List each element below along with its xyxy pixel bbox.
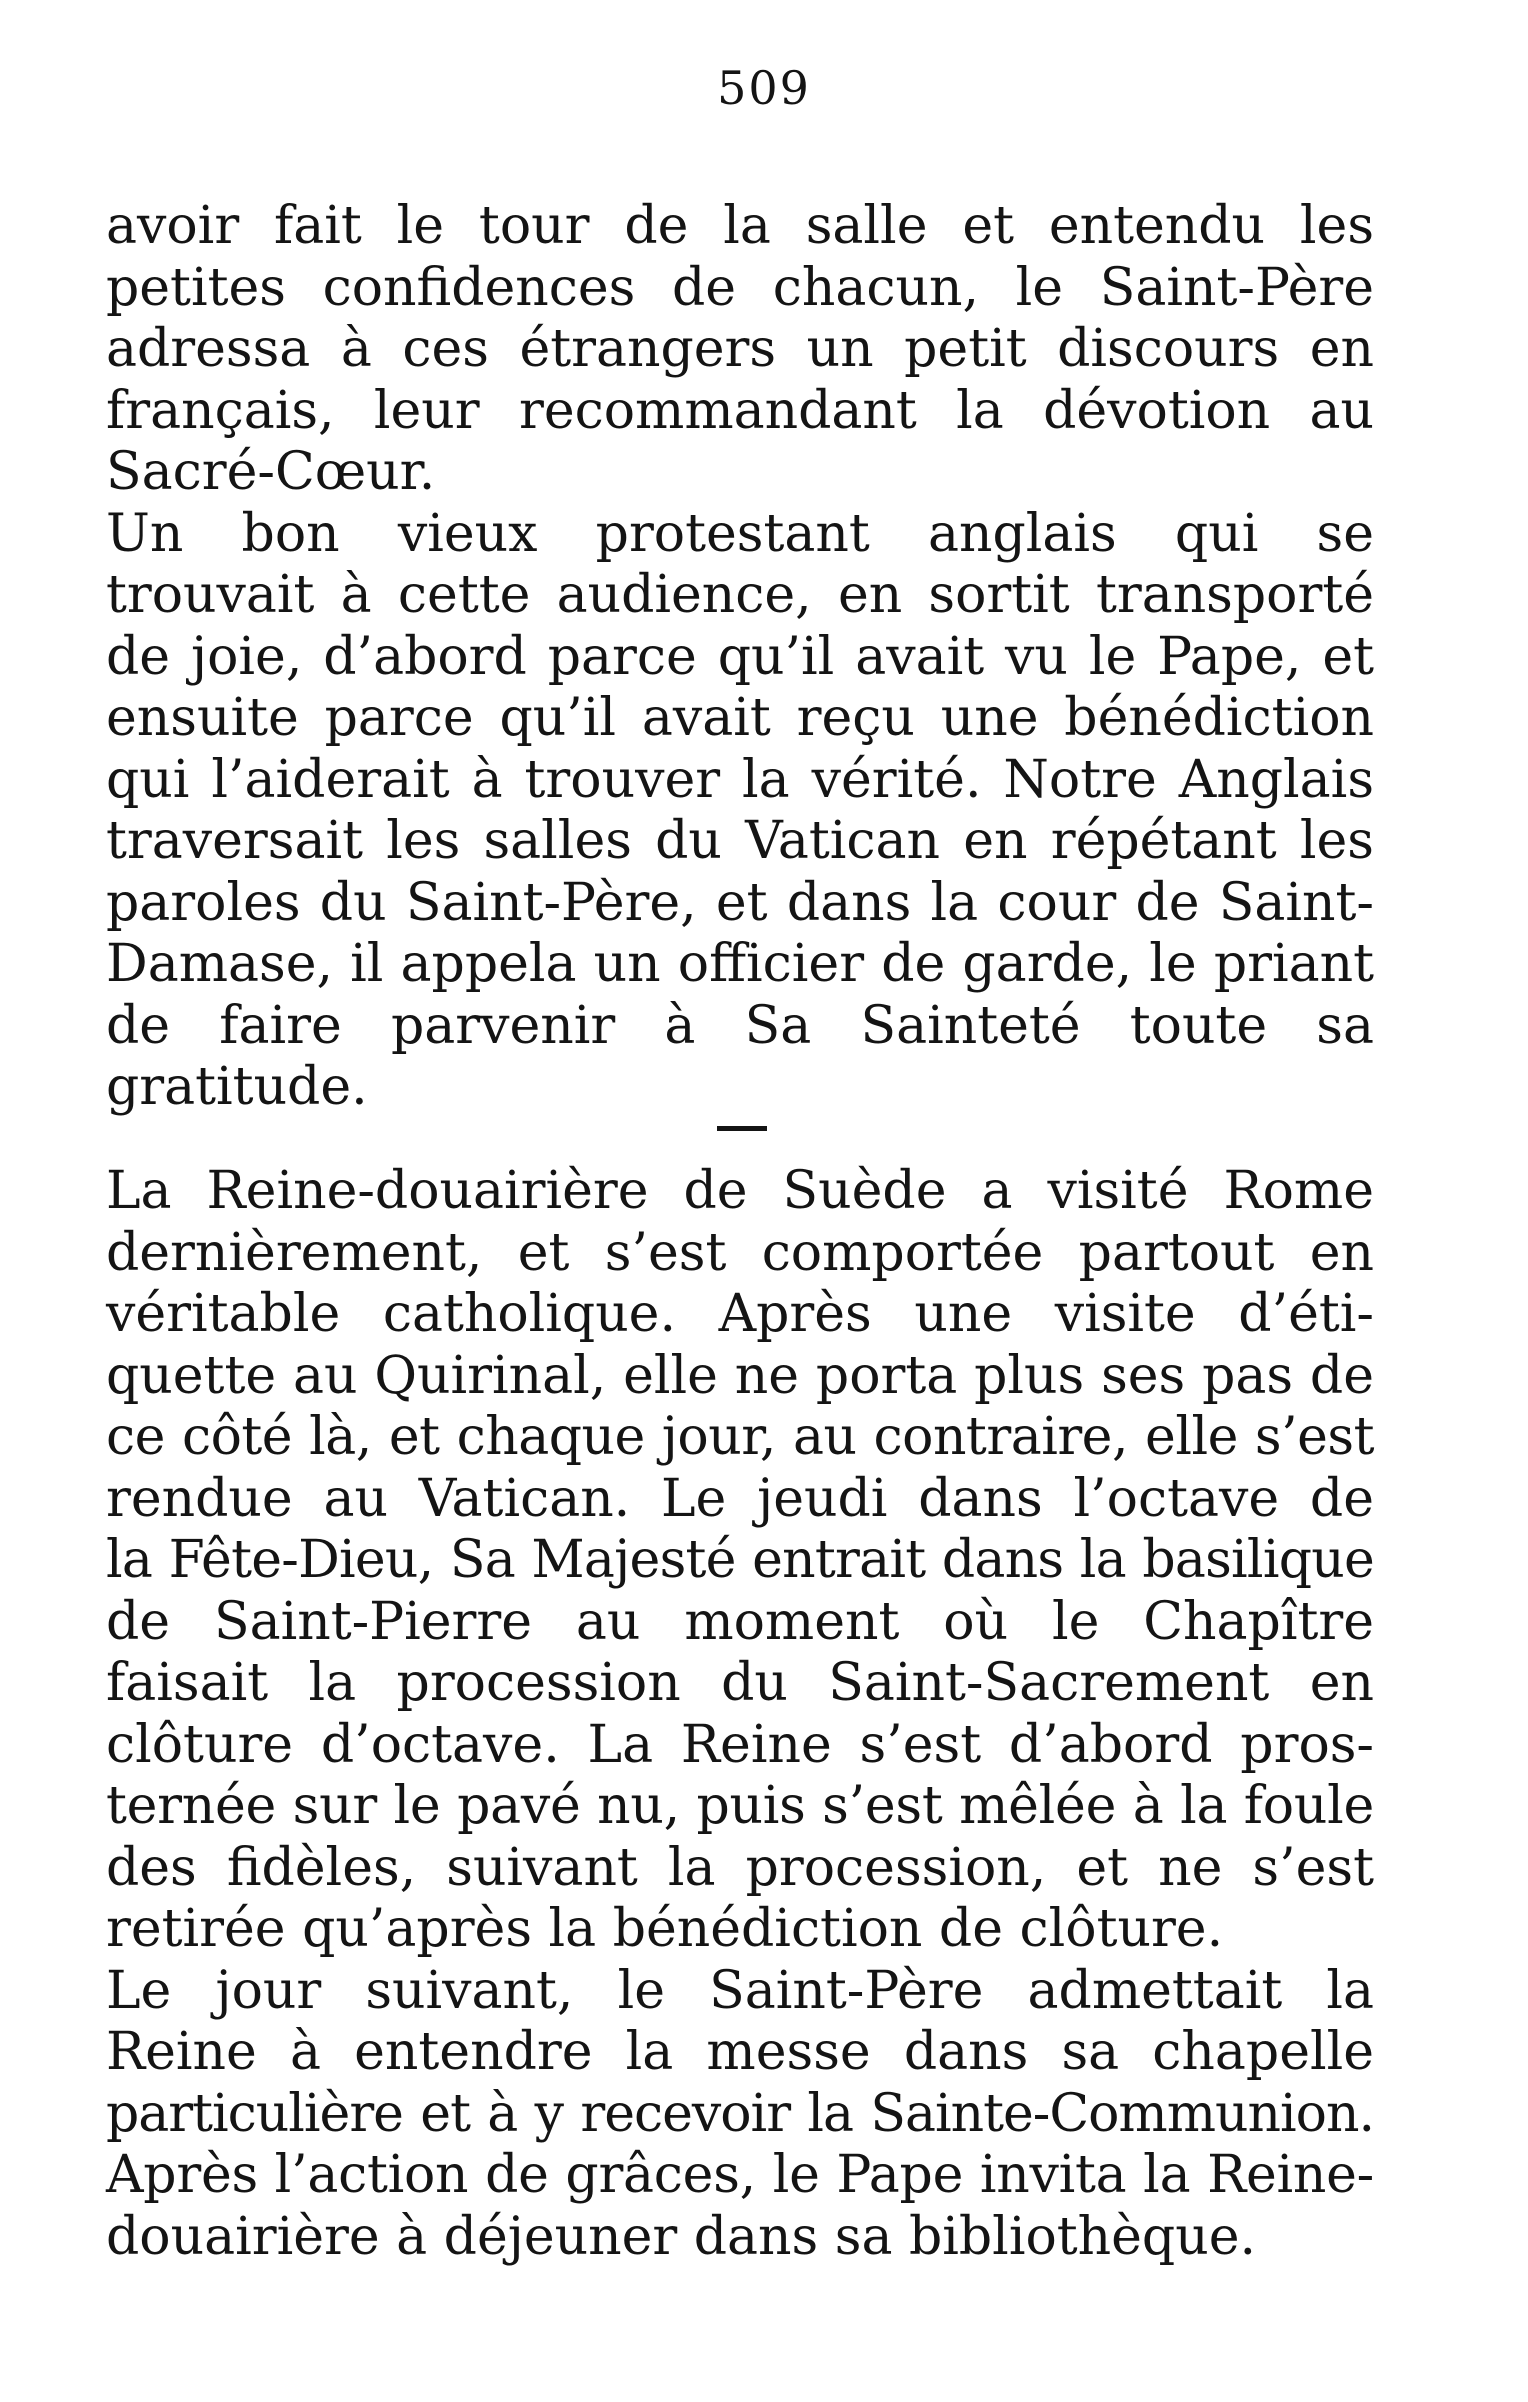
text-line: retirée qu’après la bénédiction de clôture. [106, 1899, 1224, 1959]
text-block-bottom [106, 1161, 1374, 2268]
text-line: Le jour suivant, le Saint-Père admettait la [106, 1960, 1374, 2021]
text-line: adressa à ces étrangers un petit discours en [106, 319, 1374, 379]
text-line: des fidèles, suivant la procession, et ne s’est [106, 1837, 1374, 1898]
text-line: particulière et à y recevoir la Sainte-Communion. [106, 2083, 1374, 2144]
paragraph [106, 1961, 1374, 2269]
text-line: de joie, d’abord parce qu’il avait vu le Pape, et [106, 626, 1374, 687]
page-number: 509 [717, 61, 811, 115]
text-line: quette au Quirinal, elle ne porta plus ses pas de [106, 1345, 1374, 1406]
text-line: Après l’action de grâces, le Pape invita la Reine- [106, 2145, 1374, 2205]
text-line: de faire parvenir à Sa Sainteté toute sa [106, 995, 1374, 1056]
text-line: Reine à entendre la messe dans sa chapelle [106, 2022, 1374, 2082]
text-line: la Fête-Dieu, Sa Majesté entrait dans la basilique [106, 1530, 1374, 1590]
paragraph [106, 504, 1374, 1119]
text-line: traversait les salles du Vatican en répétant les [106, 811, 1374, 871]
text-line: faisait la procession du Saint-Sacrement en [106, 1653, 1374, 1713]
text-line: Sacré-Cœur. [106, 442, 436, 502]
text-line: paroles du Saint-Père, et dans la cour de Saint- [106, 872, 1374, 933]
text-line: français, leur recommandant la dévotion au [106, 380, 1374, 441]
text-line: clôture d’octave. La Reine s’est d’abord pros- [106, 1714, 1374, 1775]
text-line: douairière à déjeuner dans sa bibliothèque. [106, 2206, 1256, 2267]
text-line: qui l’aiderait à trouver la vérité. Notre Anglais [106, 749, 1374, 810]
text-line: de Saint-Pierre au moment où le Chapître [106, 1591, 1374, 1652]
paragraph [106, 1161, 1374, 1961]
text-line: La Reine-douairière de Suède a visité Rome [106, 1161, 1374, 1221]
text-line: trouvait à cette audience, en sortit transporté [106, 565, 1374, 625]
text-line: dernièrement, et s’est comportée partout en [106, 1222, 1374, 1283]
text-line: véritable catholique. Après une visite d’éti- [106, 1284, 1374, 1344]
text-line: petites confidences de chacun, le Saint-Père [106, 257, 1374, 318]
text-line: gratitude. [106, 1057, 368, 1117]
text-block-top [106, 196, 1374, 1119]
text-line: avoir fait le tour de la salle et entendu les [106, 196, 1374, 256]
text-line: ensuite parce qu’il avait reçu une bénédiction [106, 688, 1374, 748]
text-line: ce côté là, et chaque jour, au contraire, elle s’est [106, 1407, 1374, 1467]
text-line: Damase, il appela un officier de garde, le priant [106, 934, 1374, 994]
text-line: rendue au Vatican. Le jeudi dans l’octave de [106, 1468, 1374, 1529]
section-separator [717, 1126, 767, 1131]
text-line: Un bon vieux protestant anglais qui se [106, 503, 1374, 564]
text-line: ternée sur le pavé nu, puis s’est mêlée à la foule [106, 1776, 1374, 1836]
paragraph [106, 196, 1374, 504]
